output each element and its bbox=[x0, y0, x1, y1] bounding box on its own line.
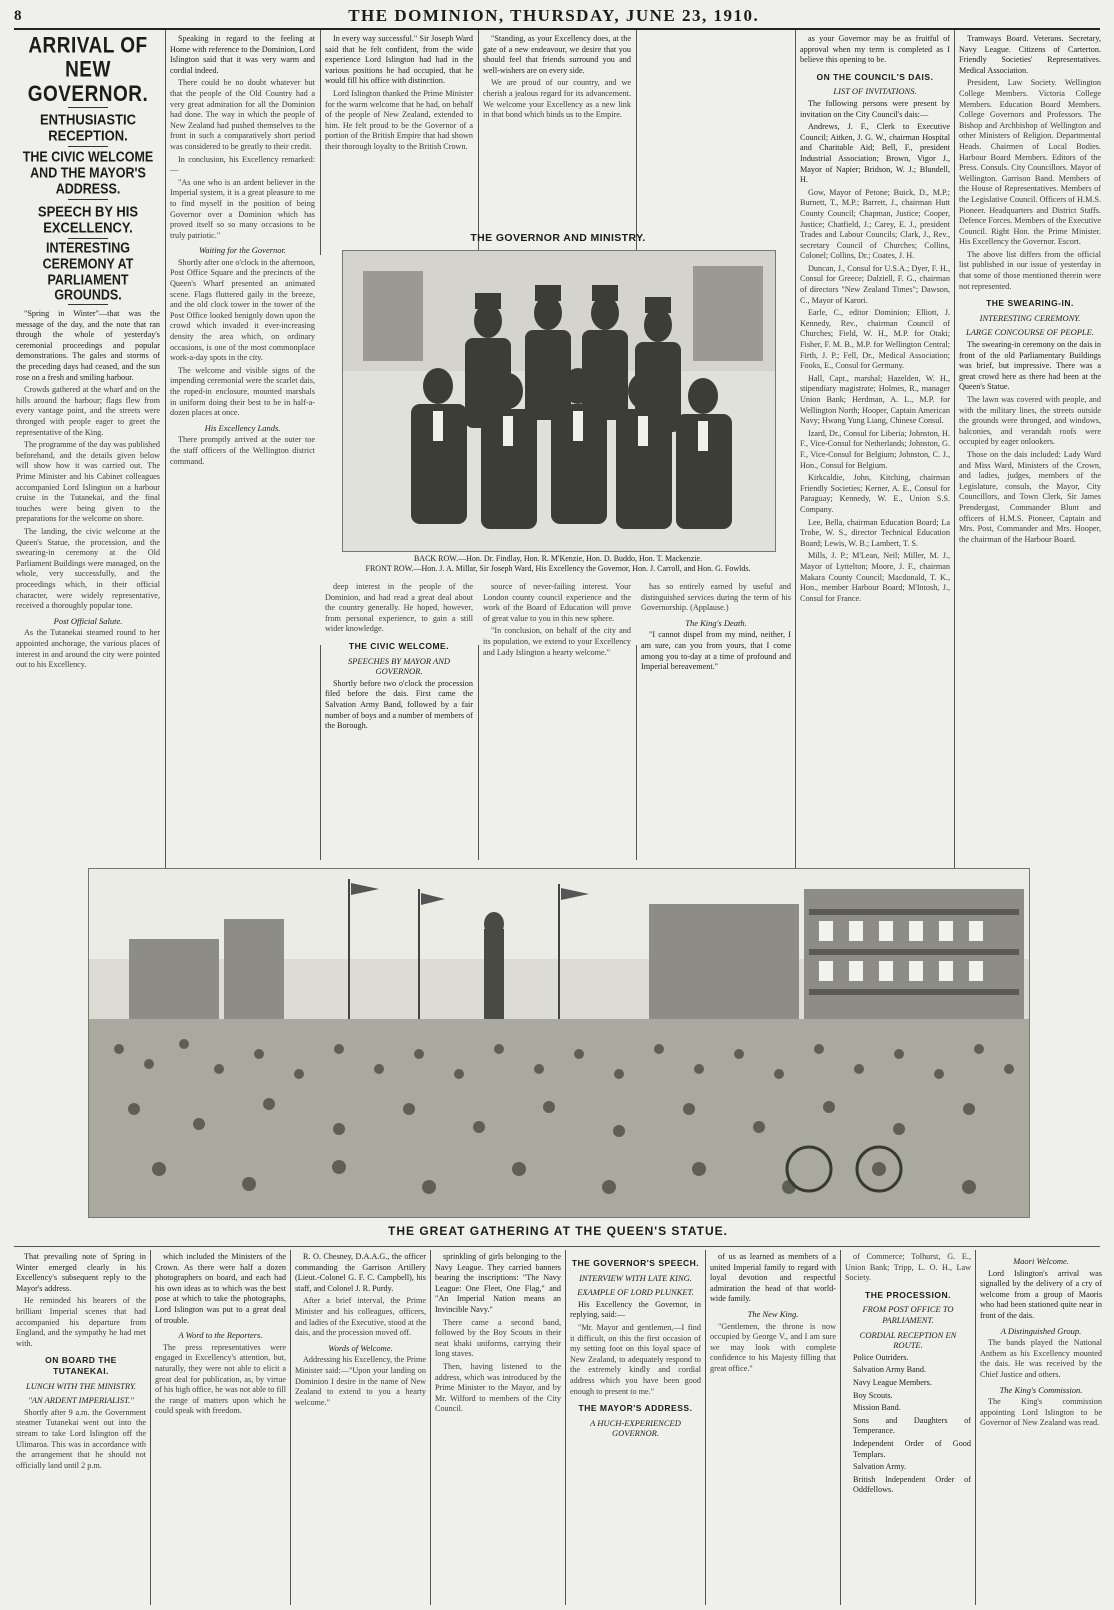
column-5-lower: has so entirely earned by useful and distinguished services during the term of his Governorship. (Applause.) The King's Death. "I cannot dispel from my mind, neither, I am sure, can you from yours, that I come among you to-day at a time of profound and Imperial bereavement." bbox=[641, 582, 791, 672]
bottom-column-3: R. O. Chesney, D.A.A.G., the officer commanding the Garrison Artillery (Lieut.-Colonel G. F. C. Campbell), his staff, and Colonel J. R. Purdy. After a brief interval, the Prime Minister and his colleagues, officers, and ladies of the Executive, stood at the dais, and the procession moved off. Words of Welcome. Addressing his Excellency, the Prime Minister said:—"Upon your landing on Dominion I desire in the name of New Zealand to extend to you a hearty welcome." bbox=[295, 1252, 426, 1407]
column-4-lead: "Standing, as your Excellency does, at the gate of a new endeavour, we desire that you should feel that friends surround you and well-wishers are on every side. bbox=[483, 34, 631, 75]
column-2: Speaking in regard to the feeling at Home with reference to the Dominion, Lord Islington said that it was very warm and cordial indeed. There could be no doubt whatever but that the people of the Old Country had a very great admiration for all the Dominion had done. The way in which the people of New Zealand had pushed themselves to the front in such a comparatively short period was considered to be greatly to their credit. In conclusion, his Excellency remarked:— "As one who is an ardent believer in the Imperial system, it is a great pleasure to me to find myself in the position of being Governor over a Dominion which has proved itself so so many occasions to be truly patriotic." Waiting for the Governor. Shortly after one o'clock in the afternoon, Post Office Square and the precincts of the Queen's Wharf presented an animated scene. Flags fluttered gaily in the breeze, and the old clock tower in the tower of the Post Office looked benignly down upon the crowd which invaded it ever-increasing density the area which, on ordinary occasions, is one of the most commonplace work-a-day spots in the city. The welcome and visible signs of the impending ceremonial were the scarlet dais, the roped-in enclosure, mounted marshals in uniform doing their best to be in half-a-dozen places at once. His Excellency Lands. There promptly arrived at the outer toe the staff officers of the Wellington district command. bbox=[170, 34, 315, 466]
procession-list-item: Police Outriders. bbox=[853, 1352, 909, 1362]
invitations-heading: LIST OF INVITATIONS. bbox=[833, 86, 917, 97]
crowd-scene-photo bbox=[89, 869, 1029, 1217]
kings-commission-heading: The King's Commission. bbox=[999, 1384, 1083, 1395]
photo-governor-ministry bbox=[342, 250, 776, 552]
column-4-lower: source of never-failing interest. Your London county council experience and the work of the Board of Education will prove of great value to you in this new sphere. "In conclusion, on behalf of the city and its population, we extend to your Excellency and Lady Islington a hearty welcome." bbox=[483, 582, 631, 657]
kings-death-lead: "I cannot dispel from my mind, neither, I am sure, can you from yours, that I come among you to-day at a time of profound and Imperial bereavement." bbox=[641, 630, 791, 672]
swearing-in-sub: INTERESTING CEREMONY. bbox=[979, 312, 1081, 323]
bottom-6-lead: of us as learned as members of a united Imperial family to regard with loyal devotion and respectful admiration the head of that world-wide family. bbox=[710, 1252, 836, 1304]
governor-speech-sub2: EXAMPLE OF LORD PLUNKET. bbox=[577, 1287, 694, 1298]
civic-welcome-lead: Shortly before two o'clock the procession filed before the dais. First came the Salvation Army Band, followed by a fair number of boys and a number of members of the Borough. bbox=[325, 678, 473, 731]
column-6-lead: as your Governor may be as fruitful of approval when my term is completed as I believe this opening to be. bbox=[800, 34, 950, 65]
procession-list-item: British Independent Order of Oddfellows. bbox=[853, 1474, 971, 1495]
procession-list-item: Boy Scouts. bbox=[853, 1390, 893, 1400]
caption-great-gathering: THE GREAT GATHERING AT THE QUEEN'S STATUE. bbox=[388, 1224, 728, 1238]
tutanekai-sub2: "AN ARDENT IMPERIALIST." bbox=[28, 1395, 134, 1406]
photo-great-gathering bbox=[88, 868, 1030, 1218]
bottom-column-2: which included the Ministers of the Crown. As there were half a dozen photographers on board, and each had his own ideas as to which was the best pose at which to take the photographs, Lord Islington was put to a great deal of trouble. A Word to the Reporters. The press representatives were engaged in Excellency's attention, but, naturally, they were not able to elicit a great deal for publication, as, by virtue of his high office, he was not able to fill the range of matters upon which he could speak with freedom. bbox=[155, 1252, 286, 1416]
bottom-3-lead: R. O. Chesney, D.A.A.G., the officer commanding the Garrison Artillery (Lieut.-Colonel G. F. C. Campbell), his staff, and Colonel J. R. Purdy. bbox=[295, 1252, 426, 1293]
column-6: as your Governor may be as fruitful of approval when my term is completed as I believe this opening to be. ON THE COUNCIL'S DAIS. LIST OF INVITATIONS. The following persons were present by invitation on the City Council's dais:— Andrews, J. F., Clerk to Executive Council; Aitken, J. G. W., chairman Hospital and Charitable Aid; Bell, F., president Industrial Association; Brown, Vigor J., Mayor of Napier; Bridson, W. J.; Blundell, H. Gow, Mayor of Petone; Buick, D., M.P.; Burnett, T., M.P.; Barrett, J., chairman Hutt County Council; Chapman, Justice; Cooper, Justice; Chatfield, J.; Carey, E. J., president Trades and Labour Councils; Clark, J., Rev., secretary Council of Churches; Collins, Colonel; Collins, Dr.; Coates, J. H. Duncan, J., Consul for U.S.A.; Dyer, F. H., Consul for Greece; Dalziell, F. G., chairman of directors "New Zealand Times"; Dawson, C., Mayor of Karori. Earle, C., editor Dominion; Elliott, J. Kennedy, Rev., chairman Council of Churches; Field, W. H., M.P. for Otaki; Fisher, F. M. B., M.P. for Wellington Central; Firth, J. P.; Fell, Dr., Medical Association; Fooks, E., Consul for Germany. Hall, Capt., marshal; Hazelden, W. H., stipendiary magistrate; Holmes, R., manager Union Bank; Herdman, A. L., M.P. for Wellington North; Hooper, Captain American Navy; Hwang Yung Liang, Chinese Consul. Izard, Dr., Consul for Liberia; Johnston, H. F., Vice-Consul for Netherlands; Johnston, G. F., Vice-Consul for Belgium; Johnston, C. J., Hon., Consul for Belgium. Kirkcaldie, John, Kitching, chairman Friendly Societies; Kerner, A. E., Consul for Paraguay; Kennedy, W. E., Union S.S. Company. Lee, Bella, chairman Education Board; La Trobe, W. S., director Technical Education Board; Lewis, W. B.; Lambert, T. S. Mills, J. P.; M'Lean, Neil; Miller, M. J., Mayor of Lyttelton; Moore, J. F., chairman Makara County Council; Macdonald, T. K., Hon., member Harbour Board; M'Intosh, J., Consul for France. bbox=[800, 34, 950, 603]
subheading-lands: His Excellency Lands. bbox=[204, 422, 281, 433]
governor-speech-heading: THE GOVERNOR'S SPEECH. bbox=[571, 1258, 700, 1268]
bottom-column-5: THE GOVERNOR'S SPEECH. INTERVIEW WITH LATE KING. EXAMPLE OF LORD PLUNKET. His Excellency the Governor, in replying, said:— "Mr. Mayor and gentlemen,—I find it difficult, on this the first occasion of my setting foot on this loyal space of New Zealand, to adequately respond to the extremely kindly and cordial address which you have been good enough to present to me." THE MAYOR'S ADDRESS. A HUCH-EXPERIENCED GOVERNOR. bbox=[570, 1258, 701, 1439]
maori-welcome-lead: Lord Islington's arrival was signalled by the delivery of a cry of welcome from a group of Maoris who had been stationed quite near in front of the dais. bbox=[980, 1268, 1102, 1320]
procession-list-item: Mission Band. bbox=[853, 1403, 901, 1413]
new-king-subheading: The New King. bbox=[747, 1308, 799, 1319]
deck-enthusiastic: ENTHUSIASTIC RECEPTION. bbox=[39, 110, 137, 145]
column-3-lead: In every way successful." Sir Joseph Ward said that he felt confident, from the wide experience Lord Islington had had in the various positions he had occupied, that he would fill his office with distinction. bbox=[325, 34, 473, 86]
photo-caption-ministry bbox=[330, 554, 786, 574]
deck-civic-welcome: THE CIVIC WELCOME AND THE MAYOR'S ADDRESS. bbox=[22, 149, 154, 197]
deck-ceremony: INTERESTING CEREMONY AT PARLIAMENT GROUNDS. bbox=[42, 239, 134, 304]
reporters-subheading: A Word to the Reporters. bbox=[178, 1330, 263, 1341]
governor-speech-sub: INTERVIEW WITH LATE KING. bbox=[579, 1272, 692, 1283]
kings-death-heading: The King's Death. bbox=[685, 617, 747, 628]
council-dais-heading: ON THE COUNCIL'S DAIS. bbox=[816, 71, 934, 82]
welcome-words-subheading: Words of Welcome. bbox=[328, 1342, 393, 1353]
caption-back-row: BACK ROW.—Hon. Dr. Findlay, Hon. R. M'Kenzie, Hon. D. Buddo, Hon. T. Mackenzie. bbox=[413, 554, 703, 563]
bottom-1-lead: That prevailing note of Spring in Winter emerged clearly in his Excellency's subsequent reply to the Mayor's address. bbox=[16, 1252, 146, 1293]
procession-heading: THE PROCESSION. bbox=[865, 1289, 951, 1300]
procession-list-item: Navy League Members. bbox=[853, 1377, 932, 1387]
invitations-lead: The following persons were present by invitation on the City Council's dais:— bbox=[800, 98, 950, 119]
bottom-column-8: Maori Welcome. Lord Islington's arrival was signalled by the delivery of a cry of welcome from a group of Maoris who had been stationed quite near in front of the dais. A Distinguished Group. The bands played the National Anthem as his Excellency mounted the dais. He was received by the Chief Justice and others. The King's Commission. The King's commission appointing Lord Islington to be Governor of New Zealand was read. bbox=[980, 1256, 1102, 1428]
subheading-salute: Post Official Salute. bbox=[53, 615, 123, 626]
distinguished-group-heading: A Distinguished Group. bbox=[1000, 1325, 1082, 1336]
photo-title-ministry: THE GOVERNOR AND MINISTRY. bbox=[470, 232, 646, 244]
maori-welcome-heading: Maori Welcome. bbox=[1013, 1256, 1069, 1266]
swearing-in-heading: THE SWEARING-IN. bbox=[986, 298, 1074, 309]
bottom-column-1: That prevailing note of Spring in Winter emerged clearly in his Excellency's subsequent reply to the Mayor's address. He reminded his hearers of the brilliant Imperial scenes that had accompanied his departure from England, and the sympathy he had met with. ON BOARD THE TUTANEKAI. LUNCH WITH THE MINISTRY. "AN ARDENT IMPERIALIST." Shortly after 9 a.m. the Government steamer Tutanekai went out into the stream to take Lord Islington off the Ulimaroa. This was in accordance with the arrangement that he should not officially land until 2 p.m. bbox=[16, 1252, 146, 1470]
newspaper-title: THE DOMINION, THURSDAY, JUNE 23, 1910. bbox=[348, 6, 760, 25]
caption-front-row: FRONT ROW.—Hon. J. A. Millar, Sir Joseph Ward, His Excellency the Governor, Hon. J. Carroll, and Hon. G. Fowlds. bbox=[365, 564, 751, 573]
bottom-4-lead: sprinkling of girls belonging to the Navy League. They carried banners bearing the inscriptions: "The Navy League: One Fleet, One Flag," and "An Imperial Nation means an Invincible Navy." bbox=[435, 1252, 561, 1314]
tutanekai-sub: LUNCH WITH THE MINISTRY. bbox=[25, 1380, 137, 1391]
masthead bbox=[14, 4, 1100, 30]
tutanekai-heading: ON BOARD THE TUTANEKAI. bbox=[45, 1355, 117, 1376]
main-headline: ARRIVAL OF NEW GOVERNOR. bbox=[27, 34, 149, 107]
column-2-lead: Speaking in regard to the feeling at Home with reference to the Dominion, Lord Islington said that it was very warm and cordial indeed. bbox=[170, 34, 315, 75]
procession-sub: FROM POST OFFICE TO PARLIAMENT. bbox=[862, 1304, 954, 1325]
civic-welcome-heading: THE CIVIC WELCOME. bbox=[348, 640, 450, 651]
swearing-in-sub2: LARGE CONCOURSE OF PEOPLE. bbox=[966, 327, 1094, 338]
column-7-lead: Tramways Board. Veterans. Secretary, Navy League. Citizens of Carterton. Friendly Societies' Representatives. Medical Association. bbox=[959, 34, 1101, 75]
column-3-lower: deep interest in the people of the Dominion, and had read a great deal about the country generally. He hoped, however, from personal experience, to gain a still wider knowledge. THE CIVIC WELCOME. SPEECHES BY MAYOR AND GOVERNOR. Shortly before two o'clock the procession filed before the dais. First came the Salvation Army Band, followed by a fair number of boys and a number of members of the Borough. bbox=[325, 582, 473, 731]
column-4: "Standing, as your Excellency does, at the gate of a new endeavour, we desire that you should feel that friends surround you and well-wishers are on every side. We are proud of our country, and we cherish a jealous regard for its advancement. We welcome your Excellency as a new link in that bond which binds us to the Empire. bbox=[483, 34, 631, 120]
governor-speech-lead: His Excellency the Governor, in replying, said:— bbox=[570, 1299, 701, 1320]
column-7: Tramways Board. Veterans. Secretary, Navy League. Citizens of Carterton. Friendly Societies' Representatives. Medical Association. President, Law Society. Wellington College Members. Victoria College Members. Education Board Members. College Governors and Professors. The Bishop and Archbishop of Wellington and other Ministers of Religion. Departmental Heads. Chairmen of Local Bodies. Harbour Board Members. Editors of the Press. Consuls. City Councillors. Mayor of Wellington. Garrison Band. Members of the House of Representatives. Members of the Legislative Council. Officers of H.M.S. Pioneer. Headquarters and District Staffs. Defence Forces. Members of the Executive Council. Right Hon. the Prime Minister. His Excellency the Governor. Escort. The above list differs from the official list published in our issue of yesterday in that some of those mentioned therein were not represented. THE SWEARING-IN. INTERESTING CEREMONY. LARGE CONCOURSE OF PEOPLE. The swearing-in ceremony on the dais in front of the old Parliamentary Buildings was brief, but impressive. There was a great crowd here as there had been at the Queen's Statue. The lawn was covered with people, and with the military lines, the streets outside the grounds were thronged, and windows, balconies, and verandah roofs were occupied by eager onlookers. Those on the dais included: Lady Ward and Miss Ward, Ministers of the Crown, and ladies, judges, members of the Legislature, consuls, the Mayor, City Councillors, and Town Clerk, Sir James Prendergast, Commander Blunt and officers of H.M.S. Pioneer, Captain and Mrs. Post, Commander and Mrs. Hooper, the chairman of the Harbour Board. bbox=[959, 34, 1101, 544]
ministry-group-photo bbox=[343, 251, 775, 551]
page-number: 8 bbox=[14, 7, 22, 24]
procession-list-item: Sons and Daughters of Temperance. bbox=[853, 1415, 971, 1436]
procession-list-item: Salvation Army Band. bbox=[853, 1365, 926, 1375]
mayors-address-heading: THE MAYOR'S ADDRESS. bbox=[578, 1403, 693, 1414]
procession-sub2: CORDIAL RECEPTION EN ROUTE. bbox=[859, 1329, 957, 1351]
bottom-2-lead: which included the Ministers of the Crown. As there were half a dozen photographers on board, and each had his own ideas as to which was the best pose at which to take the photographs, Lord Islington was put to a great deal of trouble. bbox=[155, 1252, 286, 1325]
bottom-column-4: sprinkling of girls belonging to the Navy League. They carried banners bearing the inscriptions: "The Navy League: One Fleet, One Flag," and "An Imperial Nation means an Invincible Navy." There came a second band, followed by the Boy Scouts in their neat khaki uniforms, carrying their long staves. Then, having listened to the address, which was introduced by the Prime Minister to the Mayor, and by Mr. Wilford to members of the City Council. bbox=[435, 1252, 561, 1414]
swearing-in-lead: The swearing-in ceremony on the dais in front of the old Parliamentary Buildings was brief, but impressive. There was a great crowd here as there had been at the Queen's Statue. bbox=[959, 340, 1101, 392]
lead-paragraph: "Spring in Winter"—that was the message of the day, and the note that ran through the whole of yesterday's ceremonial proceedings and popular demonstrations. The gales and storms of the preceding days had ceased, and the sun rose on a fresh and smiling harbour. bbox=[16, 309, 160, 382]
bottom-column-7: of Commerce; Tolhurst, G. E., Union Bank; Tripp, L. O. H., Law Society. THE PROCESSION. FROM POST OFFICE TO PARLIAMENT. CORDIAL RECEPTION EN ROUTE. Police Outriders. Salvation Army Band. Navy League Members. Boy Scouts. Mission Band. Sons and Daughters of Temperance. Independent Order of Good Templars. Salvation Army. British Independent Order of Oddfellows. bbox=[845, 1252, 971, 1495]
column-1: ARRIVAL OF NEW GOVERNOR. ENTHUSIASTIC RECEPTION. THE CIVIC WELCOME AND THE MAYOR'S ADDRESS. SPEECH BY HIS EXCELLENCY. INTERESTING CEREMONY AT PARLIAMENT GROUNDS. "Spring in Winter"—that was the message of the day, and the note that ran through the whole of yesterday's ceremonial proceedings and popular demonstrations. The gales and storms of the preceding days had ceased, and the sun rose on a fresh and smiling harbour. Crowds gathered at the wharf and on the hills around the harbour; flags flew from every vantage point, and the streets were thronged with people eager to greet the representative of the King. The programme of the day was published beforehand, and the details given below will show how it was carried out. The Prime Minister and his Cabinet colleagues accompanied Lord Islington on a harbour cruise in the Tutanekai, and the final touches were being given to the preparations for the welcome on shore. The landing, the civic welcome at the Queen's Statue, the procession, and the swearing-in ceremony at the Old Parliament Buildings were managed, on the whole, very successfully, and the proceedings which, in their official character, were widely representative, received a thoroughly popular tone. Post Official Salute. As the Tutanekai steamed round to her appointed anchorage, the various places of interest in and around the city were pointed out to his Excellency. bbox=[16, 34, 160, 670]
procession-list-item: Salvation Army. bbox=[853, 1462, 907, 1472]
deck-speech: SPEECH BY HIS EXCELLENCY. bbox=[37, 202, 139, 236]
subheading-waiting: Waiting for the Governor. bbox=[198, 245, 287, 256]
bottom-column-6: of us as learned as members of a united Imperial family to regard with loyal devotion and respectful admiration the head of that world-wide family. The New King. "Gentlemen, the throne is now occupied by George V., and I am sure we may look with complete confidence to his Majesty filling that great office." bbox=[710, 1252, 836, 1373]
mayors-address-sub: A HUCH-EXPERIENCED GOVERNOR. bbox=[590, 1417, 681, 1439]
procession-list-item: Independent Order of Good Templars. bbox=[853, 1438, 971, 1459]
column-3: In every way successful." Sir Joseph Ward said that he felt confident, from the wide experience Lord Islington had had in the various positions he had occupied, that he would fill his office with distinction. Lord Islington thanked the Prime Minister for the warm welcome that he had, on behalf of the people of New Zealand, extended to him. He felt proud to be the Governor of a portion of the British Empire that had shown their thorough loyalty to the British Crown. bbox=[325, 34, 473, 151]
invitations-names: Andrews, J. F., Clerk to Executive Council; Aitken, J. G. W., chairman Hospital and Charitable Aid; Bell, F., president Industrial Association; Brown, Vigor J., Mayor of Napier; Bridson, W. J.; Blundell, H. bbox=[800, 122, 950, 185]
civic-welcome-subheading: SPEECHES BY MAYOR AND GOVERNOR. bbox=[347, 655, 451, 677]
